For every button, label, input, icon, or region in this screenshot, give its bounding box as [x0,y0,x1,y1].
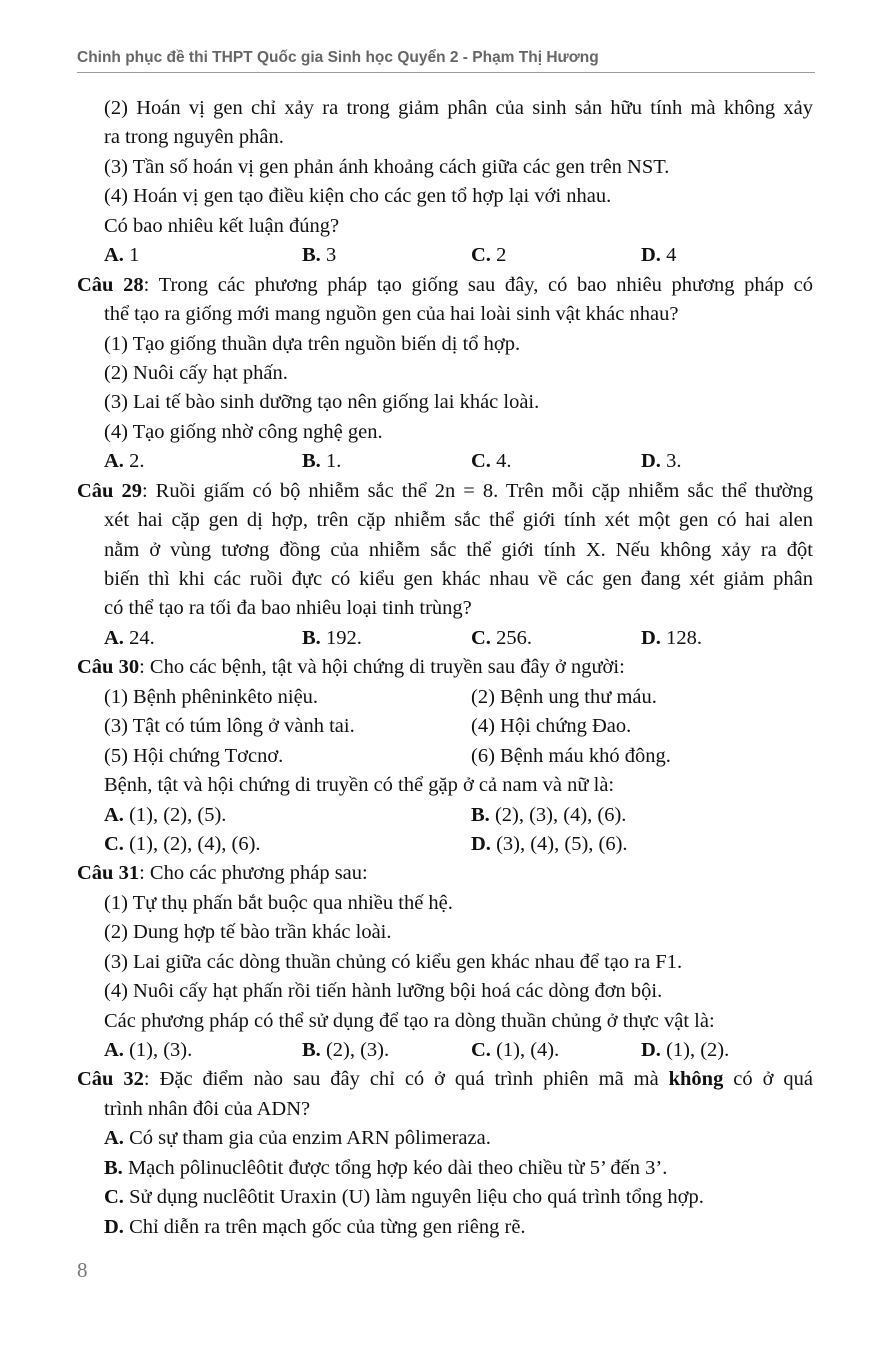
text-segment: Đặc điểm nào sau đây chỉ có ở quá trình phiên mã mà [159,1068,669,1091]
statement-line: (2) Hoán vị gen chỉ xảy ra trong giảm phân của sinh sản hữu tính mà không xảy [104,97,813,119]
option-letter: C. [471,244,491,267]
question-stem-line: Câu 30: Cho các bệnh, tật và hội chứng di truyền sau đây ở người: [77,656,625,679]
question-label: Câu 28 [77,273,144,296]
option-b: B. 192. [302,626,362,649]
statement-row [77,742,813,771]
option-letter: A. [104,626,124,649]
statement-line: (3) Lai giữa các dòng thuần chủng có kiểu gen khác nhau để tạo ra F1. [104,950,683,973]
question-stem-line: xét hai cặp gen dị hợp, trên cặp nhiễm sắc thể giới tính xét một gen có hai alen [104,509,813,532]
statement-line: (1) Tự thụ phấn bắt buộc qua nhiều thế hệ. [104,891,453,914]
option-letter: A. [104,244,124,267]
option-letter: D. [641,244,661,267]
option-letter: B. [302,626,321,649]
question-stem-line: Câu 31: Cho các phương pháp sau: [77,862,368,885]
statement-line: (1) Tạo giống thuần dựa trên nguồn biến dị tổ hợp. [104,332,521,355]
question-stem-line: Câu 29: Ruồi giấm có bộ nhiễm sắc thể 2n = 8. Trên mỗi cặp nhiễm sắc thể thường [77,479,813,502]
option-letter: C. [104,1186,124,1209]
options-row [77,241,813,270]
option-letter: C. [471,1039,491,1061]
option-letter: B. [302,244,321,267]
statement: (5) Hội chứng Tơcnơ. [104,744,284,767]
question-label: Câu 32 [77,1068,144,1091]
option-c: C. (1), (2), (4), (6). [104,832,261,855]
option-b: B. Mạch pôlinuclêôtit được tổng hợp kéo dài theo chiều từ 5’ đến 3’. [104,1156,668,1179]
statement-line: (2) Dung hợp tế bào trần khác loài. [104,921,392,944]
option-d: D. 128. [641,626,702,649]
option-letter: D. [641,626,661,649]
option-b: B. 3 [302,244,337,267]
option-a: A. 2. [104,450,145,473]
statement-line: (4) Tạo giống nhờ công nghệ gen. [104,420,383,443]
option-letter: B. [104,1156,123,1179]
statement-line: (3) Lai tế bào sinh dưỡng tạo nên giống lai khác loài. [104,391,540,414]
question-stem-line: có thể tạo ra tối đa bao nhiêu loại tinh trùng? [104,597,472,620]
option-letter: D. [104,1215,124,1238]
question-stem-line: biến thì khi các ruồi đực có kiểu gen khác nhau về các gen đang xét giảm phân [104,568,813,590]
statement-line: (4) Nuôi cấy hạt phấn rồi tiến hành lưỡng bội hoá các dòng đơn bội. [104,980,663,1003]
text-segment: có ở quá [723,1068,813,1091]
option-letter: D. [641,450,661,473]
question-label: Câu 30 [77,656,140,679]
statement: (6) Bệnh máu khó đông. [471,744,671,767]
option-b: B. (2), (3), (4), (6). [471,803,627,826]
option-a: A. (1), (3). [104,1039,193,1061]
option-d: D. 4 [641,244,677,267]
question-label: Câu 29 [77,479,142,502]
option-letter: A. [104,803,124,826]
statement-line: Có bao nhiêu kết luận đúng? [104,214,340,237]
question-stem-line: Câu 32: Đặc điểm nào sau đây chỉ có ở quá trình phiên mã mà không có ở quá [77,1068,813,1091]
option-c: C. 2 [471,244,507,267]
emphasis: không [668,1068,724,1091]
options-row [77,801,813,830]
question-stem-line: nằm ở vùng tương đồng của nhiễm sắc thể giới tính X. Nếu không xảy ra đột [104,538,813,561]
option-b: B. 1. [302,450,342,473]
option-letter: B. [302,1039,321,1061]
statement-line: Các phương pháp có thể sử dụng để tạo ra dòng thuần chủng ở thực vật là: [104,1009,715,1032]
question-label: Câu 31 [77,862,140,885]
option-c: C. Sử dụng nuclêôtit Uraxin (U) làm nguyên liệu cho quá trình tổng hợp. [104,1186,704,1209]
options-row [77,447,813,476]
option-letter: D. [471,832,491,855]
statement-line: (4) Hoán vị gen tạo điều kiện cho các gen tổ hợp lại với nhau. [104,185,612,208]
option-b: B. (2), (3). [302,1039,390,1061]
question-stem-line: Câu 28: Trong các phương pháp tạo giống sau đây, có bao nhiêu phương pháp có [77,273,813,296]
statement-line: (3) Tần số hoán vị gen phản ánh khoảng cách giữa các gen trên NST. [104,155,670,178]
option-a: A. 24. [104,626,155,649]
statement-line: (2) Nuôi cấy hạt phấn. [104,361,288,384]
option-letter: A. [104,1127,124,1150]
option-letter: C. [104,832,124,855]
question-stem-line: trình nhân đôi của ADN? [104,1097,311,1120]
question-stem-line: thể tạo ra giống mới mang nguồn gen của hai loài sinh vật khác nhau? [104,303,679,326]
option-d: D. Chỉ diễn ra trên mạch gốc của từng gen riêng rẽ. [104,1215,526,1238]
option-letter: D. [641,1039,661,1061]
option-a: A. (1), (2), (5). [104,803,227,826]
statement-row [77,712,813,741]
statement-row [77,683,813,712]
option-letter: C. [471,626,491,649]
option-d: D. (3), (4), (5), (6). [471,832,628,855]
option-c: C. (1), (4). [471,1039,560,1061]
option-a: A. Có sự tham gia của enzim ARN pôlimeraza. [104,1127,491,1150]
option-letter: A. [104,450,124,473]
question-prompt: Bệnh, tật và hội chứng di truyền có thể gặp ở cả nam và nữ là: [104,774,615,797]
statement: (2) Bệnh ung thư máu. [471,685,657,708]
option-a: A. 1 [104,244,140,267]
option-letter: A. [104,1039,124,1061]
statement-line: ra trong nguyên phân. [104,126,284,149]
option-c: C. 256. [471,626,532,649]
statement: (3) Tật có túm lông ở vành tai. [104,715,355,738]
option-letter: B. [302,450,321,473]
page-number: 8 [77,1258,88,1282]
header-divider [77,72,815,73]
option-c: C. 4. [471,450,512,473]
option-d: D. 3. [641,450,682,473]
running-header: Chinh phục đề thi THPT Quốc gia Sinh học Quyển 2 - Phạm Thị Hương [77,49,599,66]
options-row [77,1036,813,1065]
option-d: D. (1), (2). [641,1039,730,1061]
statement: (4) Hội chứng Đao. [471,715,632,738]
option-letter: C. [471,450,491,473]
statement: (1) Bệnh phêninkêto niệu. [104,685,319,708]
page-content [77,94,813,1242]
option-letter: B. [471,803,490,826]
options-row [77,624,813,653]
options-row [77,830,813,859]
